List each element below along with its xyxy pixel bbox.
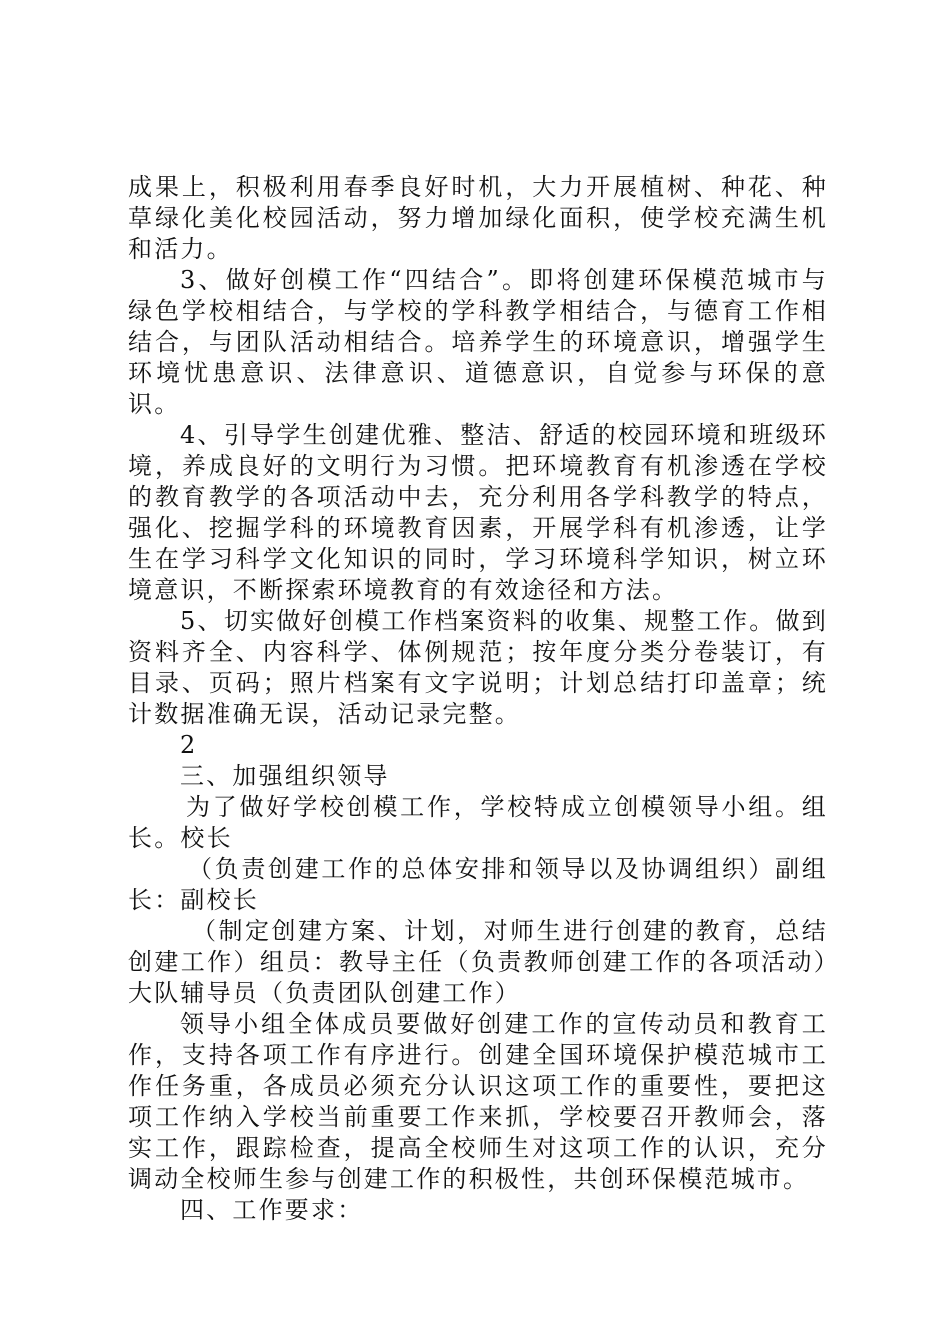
- paragraph-archives: 5、切实做好创模工作档案资料的收集、规整工作。做到资料齐全、内容科学、体例规范；按年度分类分卷装订，有目录、页码；照片档案有文字说明；计划总结打印盖章；统计数据准确无误，活动记录完整。: [128, 607, 828, 728]
- paragraph-campus-environment: 4、引导学生创建优雅、整洁、舒适的校园环境和班级环境，养成良好的文明行为习惯。把环境教育有机渗透在学校的教育教学的各项活动中去，充分利用各学科教学的特点，强化、挖掘学科的环境教育因素，开展学科有机渗透，让学生在学习科学文化知识的同时，学习环境科学知识，树立环境意识，不断探索环境教育的有效途径和方法。: [128, 421, 828, 604]
- paragraph-leadership-group: 为了做好学校创模工作，学校特成立创模领导小组。组长。校长: [128, 793, 828, 852]
- paragraph-greening: 成果上，积极利用春季良好时机，大力开展植树、种花、种草绿化美化校园活动，努力增加绿化面积，使学校充满生机和活力。: [128, 173, 828, 263]
- page-number: 2: [180, 731, 198, 759]
- section-heading-requirements: 四、工作要求：: [180, 1196, 364, 1224]
- document-body: [128, 172, 828, 1226]
- paragraph-group-responsibilities: 领导小组全体成员要做好创建工作的宣传动员和教育工作，支持各项工作有序进行。创建全国环境保护模范城市工作任务重，各成员必须充分认识这项工作的重要性，要把这项工作纳入学校当前重要工作来抓，学校要召开教师会，落实工作，跟踪检查，提高全校师生对这项工作的认识，充分调动全校师生参与创建工作的积极性，共创环保模范城市。: [128, 1010, 828, 1193]
- paragraph-group-leader-duties: （负责创建工作的总体安排和领导以及协调组织）副组长：副校长: [128, 855, 828, 914]
- paragraph-deputy-duties: （制定创建方案、计划，对师生进行创建的教育，总结创建工作）组员：教导主任（负责教师创建工作的各项活动）大队辅导员（负责团队创建工作）: [128, 917, 828, 1007]
- paragraph-four-combinations: 3、做好创模工作“四结合”。即将创建环保模范城市与绿色学校相结合，与学校的学科教学相结合，与德育工作相结合，与团队活动相结合。培养学生的环境意识，增强学生环境忧患意识、法律意识、道德意识，自觉参与环保的意识。: [128, 266, 828, 418]
- section-heading-organization: 三、加强组织领导: [180, 762, 390, 790]
